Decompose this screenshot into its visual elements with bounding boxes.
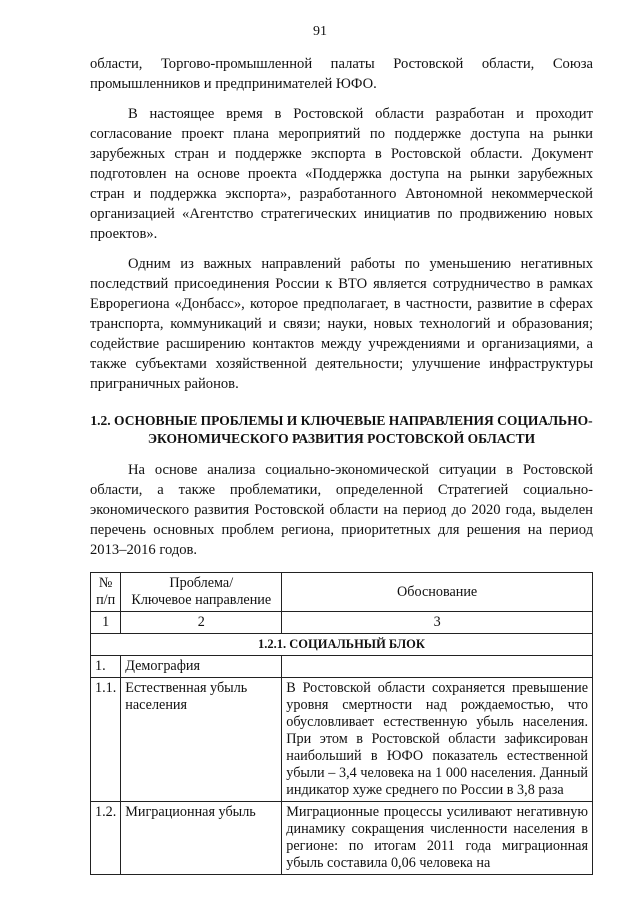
row-justification: В Ростовской области сохраняется превышение уровня смертности над рождаемостью, что обусловливает естественную убыль населения. При этом в Ростовской области зафиксирован наибольший в ЮФО показатель естественной убыли – 3,4 человека на 1 000 населения. Данный индикатор хуже среднего по России в 3,8 раза xyxy=(282,678,593,802)
table-row xyxy=(91,802,593,875)
header-justification: Обоснование xyxy=(282,573,593,612)
header-problem-line-1: Проблема/ xyxy=(169,575,234,591)
row-justification xyxy=(282,656,593,678)
section-heading-line-2: ЭКОНОМИЧЕСКОГО РАЗВИТИЯ РОСТОВСКОЙ ОБЛАСТИ xyxy=(147,431,536,446)
column-number-3: 3 xyxy=(282,612,593,634)
header-number xyxy=(91,573,121,612)
paragraph-3: Одним из важных направлений работы по уменьшению негативных последствий присоединения России к ВТО является сотрудничество в рамках Еврорегиона «Донбасс», которое предполагает, в частности, развитие в сферах транспорта, коммуникаций и связи; науки, новых технологий и образования; содействие расширению контактов между учреждениями и организациями, а также субъектами хозяйственной деятельности; улучшение инфраструктуры приграничных районов. xyxy=(90,256,593,392)
block-title: 1.2.1. СОЦИАЛЬНЫЙ БЛОК xyxy=(91,634,593,656)
row-number: 1. xyxy=(91,656,121,678)
column-number-row xyxy=(91,612,593,634)
paragraph-1: области, Торгово-промышленной палаты Ростовской области, Союза промышленников и предпринимателей ЮФО. xyxy=(90,56,593,92)
column-number-1: 1 xyxy=(91,612,121,634)
column-number-2: 2 xyxy=(121,612,282,634)
row-number: 1.2. xyxy=(91,802,121,875)
header-number-line-2: п/п xyxy=(96,592,116,608)
paragraph-2: В настоящее время в Ростовской области разработан и проходит согласование проект плана мероприятий по поддержке доступа на рынки зарубежных стран и поддержке экспорта в Ростовской области. Документ подготовлен на основе проекта «Поддержка доступа на рынки зарубежных стран и поддержка экспорта», разработанного Автономной некоммерческой организацией «Агентство стратегических инициатив по продвижению новых проектов». xyxy=(90,106,593,242)
row-justification: Миграционные процессы усиливают негативную динамику сокращения численности населения в регионе: по итогам 2011 года миграционная убыль составила 0,06 человека на xyxy=(282,802,593,875)
section-heading xyxy=(90,412,593,448)
section-intro: На основе анализа социально-экономической ситуации в Ростовской области, а также проблематики, определенной Стратегией социально-экономического развития Ростовской области на период до 2020 года, выделен перечень основных проблем региона, приоритетных для решения на период 2013–2016 годов. xyxy=(90,462,593,558)
page-content xyxy=(90,54,593,875)
block-title-row xyxy=(91,634,593,656)
header-problem-line-2: Ключевое направление xyxy=(131,592,272,608)
table-header-row xyxy=(91,573,593,612)
header-problem xyxy=(121,573,282,612)
table-row xyxy=(91,678,593,802)
row-problem: Миграционная убыль xyxy=(121,802,282,875)
page-number: 91 xyxy=(313,24,327,39)
table-row xyxy=(91,656,593,678)
row-problem: Демография xyxy=(121,656,282,678)
problems-table xyxy=(90,572,593,875)
row-problem: Естественная убыль населения xyxy=(121,678,282,802)
header-number-line-1: № xyxy=(98,575,113,591)
section-heading-line-1: 1.2. ОСНОВНЫЕ ПРОБЛЕМЫ И КЛЮЧЕВЫЕ НАПРАВЛЕНИЯ СОЦИАЛЬНО- xyxy=(90,413,593,428)
row-number: 1.1. xyxy=(91,678,121,802)
